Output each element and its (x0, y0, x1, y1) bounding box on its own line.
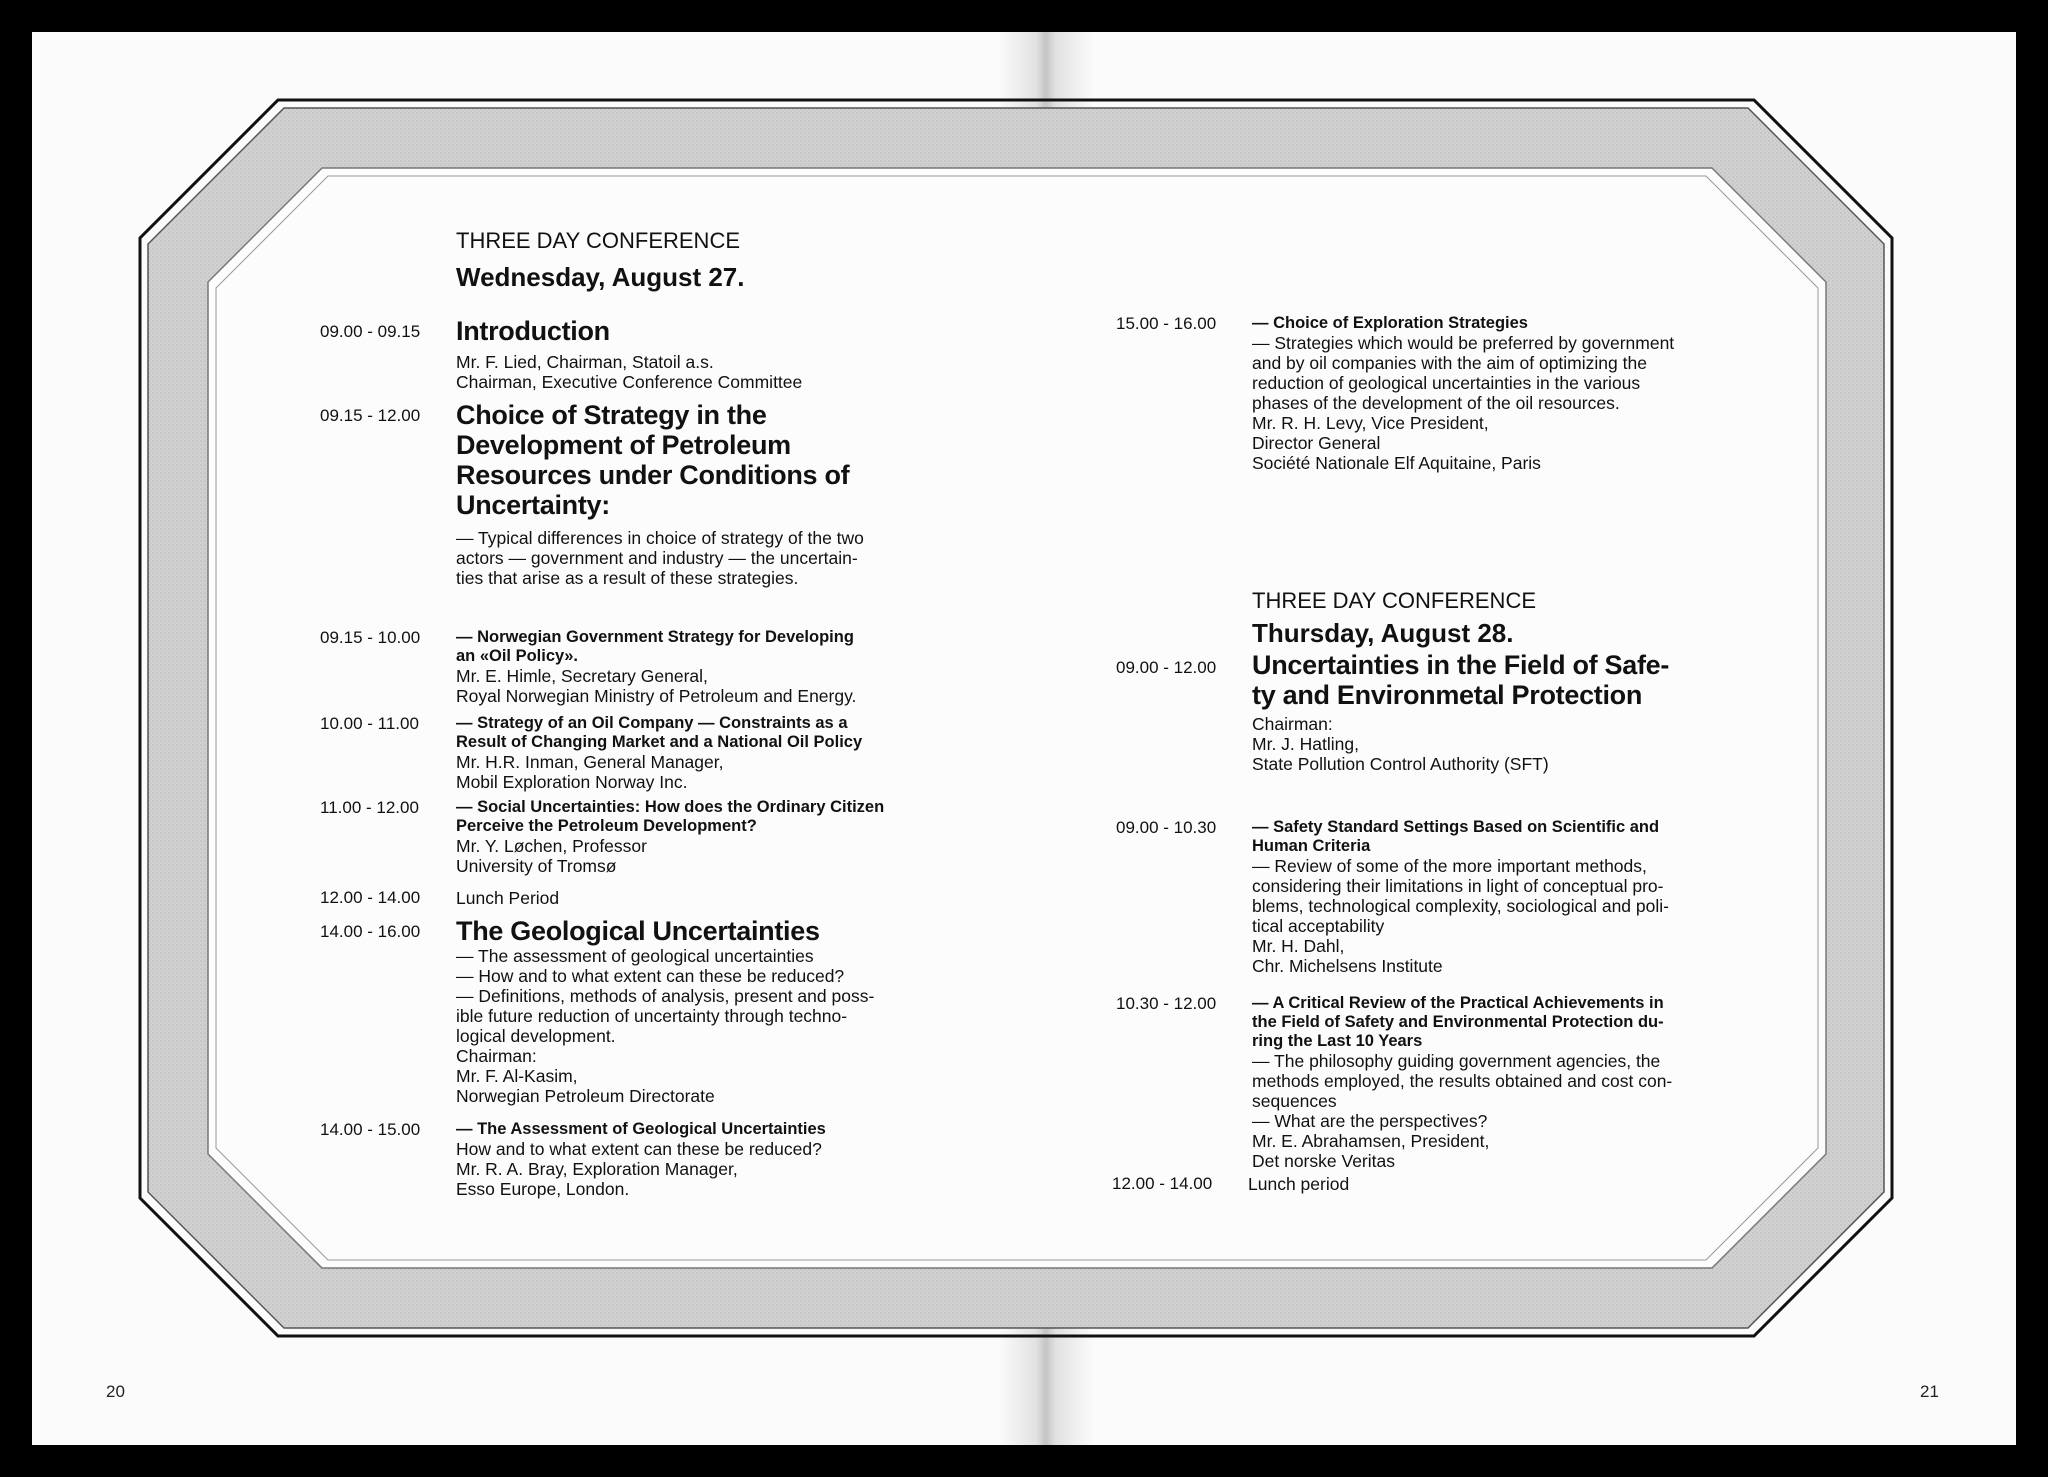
session-line: Mr. H.R. Inman, General Manager, (456, 752, 724, 772)
session-line: methods employed, the results obtained and cost con- (1252, 1071, 1673, 1091)
session-line: Mobil Exploration Norway Inc. (456, 772, 688, 792)
session-line: Chairman, Executive Conference Committee (456, 372, 803, 392)
time-slot: 15.00 - 16.00 (1116, 314, 1217, 333)
time-slot: 09.00 - 10.30 (1116, 818, 1217, 837)
session-line: Chairman: (456, 1046, 537, 1066)
session-line: How and to what extent can these be reduced? (456, 1139, 822, 1159)
session-line: considering their limitations in light of conceptual pro- (1252, 876, 1664, 896)
session-line: — Typical differences in choice of strategy of the two (456, 528, 864, 548)
session-line: Mr. R. H. Levy, Vice President, (1252, 413, 1489, 433)
session-line: Mr. R. A. Bray, Exploration Manager, (456, 1159, 738, 1179)
session-line: Royal Norwegian Ministry of Petroleum and Energy. (456, 686, 857, 706)
session-title-line: Uncertainty: (456, 490, 610, 520)
session-title-line: Resources under Conditions of (456, 460, 850, 490)
session-line: tical acceptability (1252, 916, 1385, 936)
session-line: — The philosophy guiding government agencies, the (1252, 1051, 1661, 1071)
session-title: The Geological Uncertainties (456, 916, 820, 946)
session-line: reduction of geological uncertainties in the various (1252, 373, 1641, 393)
time-slot: 14.00 - 16.00 (320, 922, 421, 941)
session-line: actors — government and industry — the uncertain- (456, 548, 858, 568)
session-title: Introduction (456, 316, 610, 346)
session-line: — How and to what extent can these be reduced? (456, 966, 845, 986)
talk-title-line: ring the Last 10 Years (1252, 1032, 1423, 1050)
time-slot: 12.00 - 14.00 (1112, 1174, 1213, 1193)
session-title-line: Uncertainties in the Field of Safe- (1252, 650, 1670, 680)
talk-title-line: — The Assessment of Geological Uncertainties (456, 1120, 826, 1138)
time-slot: 09.15 - 10.00 (320, 628, 421, 647)
talk-title-line: — Safety Standard Settings Based on Scientific and (1252, 818, 1660, 836)
time-slot: 09.00 - 12.00 (1116, 658, 1217, 677)
session-line: ties that arise as a result of these strategies. (456, 568, 799, 588)
time-slot: 12.00 - 14.00 (320, 888, 421, 907)
time-slot: 10.00 - 11.00 (320, 714, 419, 733)
session-line: — Strategies which would be preferred by government (1252, 333, 1675, 353)
talk-title-line: an «Oil Policy». (456, 647, 578, 665)
session-line: Mr. E. Abrahamsen, President, (1252, 1131, 1490, 1151)
talk-title-line: Human Criteria (1252, 837, 1371, 855)
session-line: blems, technological complexity, sociological and poli- (1252, 896, 1669, 916)
day-heading: Thursday, August 28. (1252, 618, 1514, 648)
session-line: and by oil companies with the aim of optimizing the (1252, 353, 1647, 373)
session-line: sequences (1252, 1091, 1337, 1111)
session-line: — What are the perspectives? (1252, 1111, 1488, 1131)
time-slot: 10.30 - 12.00 (1116, 994, 1217, 1013)
session-line: Det norske Veritas (1252, 1151, 1395, 1171)
session-line: Mr. Y. Løchen, Professor (456, 836, 647, 856)
session-line: Lunch Period (456, 888, 560, 908)
session-line: Société Nationale Elf Aquitaine, Paris (1252, 453, 1541, 473)
time-slot: 09.00 - 09.15 (320, 322, 421, 341)
talk-title-line: — Norwegian Government Strategy for Developing (456, 628, 854, 646)
session-line: Mr. J. Hatling, (1252, 734, 1359, 754)
day-heading: Wednesday, August 27. (456, 262, 745, 292)
talk-title-line: — Strategy of an Oil Company — Constraints as a (456, 714, 848, 732)
session-line: Mr. E. Himle, Secretary General, (456, 666, 708, 686)
conference-label: THREE DAY CONFERENCE (456, 228, 741, 253)
talk-title-line: — A Critical Review of the Practical Achievements in (1252, 994, 1664, 1012)
time-slot: 11.00 - 12.00 (320, 798, 419, 817)
session-line: Chairman: (1252, 714, 1333, 734)
brochure-spread (32, 32, 2016, 1445)
session-title-line: ty and Environmetal Protection (1252, 680, 1643, 710)
session-line: Mr. F. Al-Kasim, (456, 1066, 578, 1086)
session-line: Lunch period (1248, 1174, 1350, 1194)
session-line: Director General (1252, 433, 1381, 453)
session-line: phases of the development of the oil resources. (1252, 393, 1620, 413)
talk-title-line: — Choice of Exploration Strategies (1252, 314, 1528, 332)
talk-title-line: the Field of Safety and Environmental Protection du- (1252, 1013, 1664, 1031)
session-line: Mr. F. Lied, Chairman, Statoil a.s. (456, 352, 714, 372)
conference-label: THREE DAY CONFERENCE (1252, 588, 1537, 613)
session-line: — The assessment of geological uncertainties (456, 946, 814, 966)
session-line: logical development. (456, 1026, 616, 1046)
time-slot: 14.00 - 15.00 (320, 1120, 421, 1139)
session-line: — Definitions, methods of analysis, present and poss- (456, 986, 875, 1006)
session-line: Mr. H. Dahl, (1252, 936, 1345, 956)
session-line: University of Tromsø (456, 856, 617, 876)
page-number-left: 20 (106, 1382, 125, 1401)
time-slot: 09.15 - 12.00 (320, 406, 421, 425)
page-number-right: 21 (1920, 1382, 1939, 1401)
session-line: — Review of some of the more important methods, (1252, 856, 1647, 876)
session-title-line: Choice of Strategy in the (456, 400, 767, 430)
talk-title-line: Result of Changing Market and a National Oil Policy (456, 733, 863, 751)
session-line: State Pollution Control Authority (SFT) (1252, 754, 1549, 774)
session-line: Chr. Michelsens Institute (1252, 956, 1443, 976)
talk-title-line: Perceive the Petroleum Development? (456, 817, 757, 835)
session-title-line: Development of Petroleum (456, 430, 791, 460)
talk-title-line: — Social Uncertainties: How does the Ordinary Citizen (456, 798, 885, 816)
session-line: Esso Europe, London. (456, 1179, 630, 1199)
session-line: ible future reduction of uncertainty through techno- (456, 1006, 848, 1026)
session-line: Norwegian Petroleum Directorate (456, 1086, 715, 1106)
